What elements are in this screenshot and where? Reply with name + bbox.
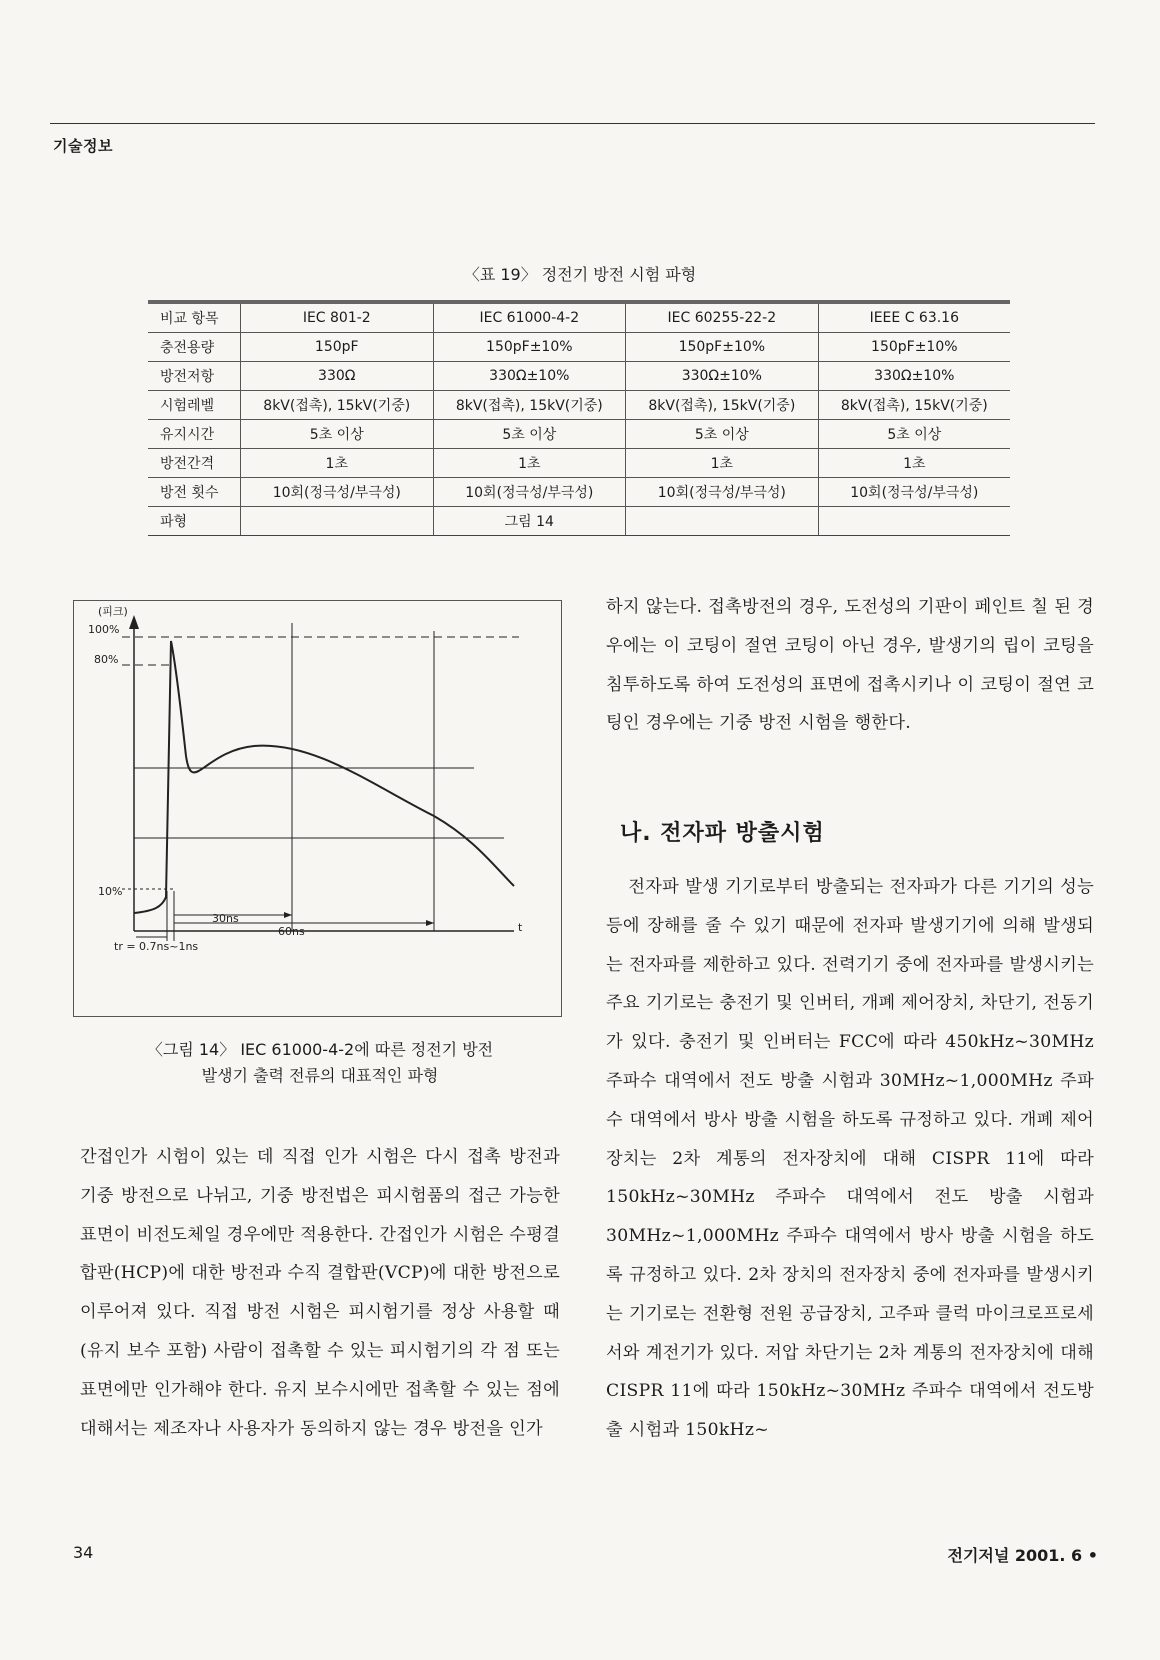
table-cell: 5초 이상 bbox=[626, 420, 819, 449]
section-heading: 나. 전자파 방출시험 bbox=[620, 821, 825, 846]
table-cell bbox=[626, 507, 819, 536]
right-paragraph-1: 하지 않는다. 접촉방전의 경우, 도전성의 기판이 페인트 칠 된 경우에는 이 코팅이 절연 코팅이 아닌 경우, 발생기의 립이 코팅을 침투하도록 하여 도전성의 표면에 접촉시키나 이 코팅이 절연 코팅인 경우에는 기중 방전 시험을 행한다. bbox=[606, 597, 1094, 734]
x-axis-label: t bbox=[518, 921, 523, 934]
table-cell: 충전용량 bbox=[148, 333, 241, 362]
journal-footer: 전기저널 2001. 6 • bbox=[947, 1546, 1098, 1565]
table-cell: 1초 bbox=[626, 449, 819, 478]
header-rule bbox=[50, 123, 1095, 124]
table-cell bbox=[818, 507, 1010, 536]
right-column-text-bottom bbox=[606, 868, 1094, 1450]
table-row bbox=[148, 478, 1010, 507]
table-cell: 시험레벨 bbox=[148, 391, 241, 420]
comparison-table bbox=[148, 300, 1010, 536]
left-paragraph: 간접인가 시험이 있는 데 직접 인가 시험은 다시 접촉 방전과 기중 방전으로 나뉘고, 기중 방전법은 피시험품의 접근 가능한 표면이 비전도체일 경우에만 적용한다. 간접인가 시험은 수평결합판(HCP)에 대한 방전과 수직 결합판(VCP)에 대한 방전으로 이루어져 있다. 직접 방전 시험은 피시험기를 정상 사용할 때(유지 보수 포함) 사람이 접촉할 수 있는 피시험기의 각 점 또는 표면에만 인가해야 한다. 유지 보수시에만 접촉할 수 있는 점에 대해서는 제조자나 사용자가 동의하지 않는 경우 방전을 인가 bbox=[80, 1147, 560, 1439]
table-header-cell: IEC 61000-4-2 bbox=[433, 302, 626, 333]
right-column-text-top bbox=[606, 588, 1094, 743]
y-axis-arrow bbox=[129, 615, 139, 629]
arrow-30ns-head bbox=[284, 912, 292, 918]
table-cell: 330Ω±10% bbox=[626, 362, 819, 391]
table-cell: 8kV(접촉), 15kV(기중) bbox=[241, 391, 434, 420]
table-cell: 10회(정극성/부극성) bbox=[241, 478, 434, 507]
tick-100-label: 100% bbox=[88, 623, 120, 636]
table-cell: 150pF±10% bbox=[818, 333, 1010, 362]
table-cell: 5초 이상 bbox=[241, 420, 434, 449]
table-cell: 330Ω±10% bbox=[433, 362, 626, 391]
table-cell: 8kV(접촉), 15kV(기중) bbox=[626, 391, 819, 420]
figure-caption-line: 발생기 출력 전류의 대표적인 파형 bbox=[201, 1066, 439, 1085]
table-row bbox=[148, 420, 1010, 449]
table-cell: 방전간격 bbox=[148, 449, 241, 478]
current-waveform bbox=[134, 641, 514, 913]
table-header-cell: IEC 801-2 bbox=[241, 302, 434, 333]
table-cell: 8kV(접촉), 15kV(기중) bbox=[433, 391, 626, 420]
figure-caption bbox=[80, 1037, 560, 1089]
table-header-row bbox=[148, 302, 1010, 333]
table-cell: 150pF±10% bbox=[433, 333, 626, 362]
table-cell: 그림 14 bbox=[433, 507, 626, 536]
table-cell: 5초 이상 bbox=[433, 420, 626, 449]
table-cell: 150pF±10% bbox=[626, 333, 819, 362]
table-row bbox=[148, 391, 1010, 420]
table-cell bbox=[241, 507, 434, 536]
table-cell: 파형 bbox=[148, 507, 241, 536]
table-header-cell: IEEE C 63.16 bbox=[818, 302, 1010, 333]
table-cell: 방전저항 bbox=[148, 362, 241, 391]
left-column-text bbox=[80, 1138, 560, 1448]
waveform-figure bbox=[73, 600, 562, 1017]
marker-30ns-label: 30ns bbox=[212, 912, 239, 925]
right-paragraph-2: 전자파 발생 기기로부터 방출되는 전자파가 다른 기기의 성능 등에 장해를 줄 수 있기 때문에 전자파 발생기기에 의해 발생되는 전자파를 제한하고 있다. 전력기기 중에 전자파를 발생시키는 주요 기기로는 충전기 및 인버터, 개폐 제어장치, 차단기, 전동기가 있다. 충전기 및 인버터는 FCC에 따라 450kHz~30MHz 주파수 대역에서 전도 방출 시험과 30MHz~1,000MHz 주파수 대역에서 방사 방출 시험을 하도록 규정하고 있다. 개폐 제어장치는 2차 계통의 전자장치에 대해 CISPR 11에 따라 150kHz~30MHz 주파수 대역에서 전도 방출 시험과 30MHz~1,000MHz 주파수 대역에서 방사 방출 시험을 하도록 규정하고 있다. 2차 장치의 전자장치 중에 전자파를 발생시키는 기기로는 전환형 전원 공급장치, 고주파 클럭 마이크로프로세서와 계전기가 있다. 저압 차단기는 2차 계통의 전자장치에 대해 CISPR 11에 따라 150kHz~30MHz 주파수 대역에서 전도방출 시험과 150kHz~ bbox=[606, 877, 1094, 1441]
table-cell: 10회(정극성/부극성) bbox=[818, 478, 1010, 507]
page-number: 34 bbox=[73, 1543, 94, 1562]
table-cell: 8kV(접촉), 15kV(기중) bbox=[818, 391, 1010, 420]
table-cell: 10회(정극성/부극성) bbox=[626, 478, 819, 507]
table-cell: 150pF bbox=[241, 333, 434, 362]
arrow-60ns-head bbox=[426, 920, 434, 926]
table-cell: 330Ω bbox=[241, 362, 434, 391]
section-label: 기술정보 bbox=[53, 137, 113, 155]
figure-caption-line: 〈그림 14〉 IEC 61000-4-2에 따른 정전기 방전 bbox=[146, 1040, 494, 1059]
marker-60ns-label: 60ns bbox=[278, 925, 305, 938]
table-row bbox=[148, 507, 1010, 536]
tick-80-label: 80% bbox=[94, 653, 119, 666]
table-cell: 방전 횟수 bbox=[148, 478, 241, 507]
table-row bbox=[148, 333, 1010, 362]
y-unit-label: (피크) bbox=[98, 605, 128, 618]
table-cell: 1초 bbox=[433, 449, 626, 478]
table-row bbox=[148, 362, 1010, 391]
table-row bbox=[148, 449, 1010, 478]
tick-10-label: 10% bbox=[98, 885, 123, 898]
table-caption: 〈표 19〉 정전기 방전 시험 파형 bbox=[463, 265, 697, 284]
table-cell: 5초 이상 bbox=[818, 420, 1010, 449]
table-header-cell: 비교 항목 bbox=[148, 302, 241, 333]
table-cell: 1초 bbox=[818, 449, 1010, 478]
table-header-cell: IEC 60255-22-2 bbox=[626, 302, 819, 333]
table-cell: 10회(정극성/부극성) bbox=[433, 478, 626, 507]
waveform-diagram bbox=[74, 601, 563, 1018]
table-cell: 330Ω±10% bbox=[818, 362, 1010, 391]
rise-time-label: tr = 0.7ns~1ns bbox=[114, 940, 199, 953]
table-cell: 1초 bbox=[241, 449, 434, 478]
table-cell: 유지시간 bbox=[148, 420, 241, 449]
